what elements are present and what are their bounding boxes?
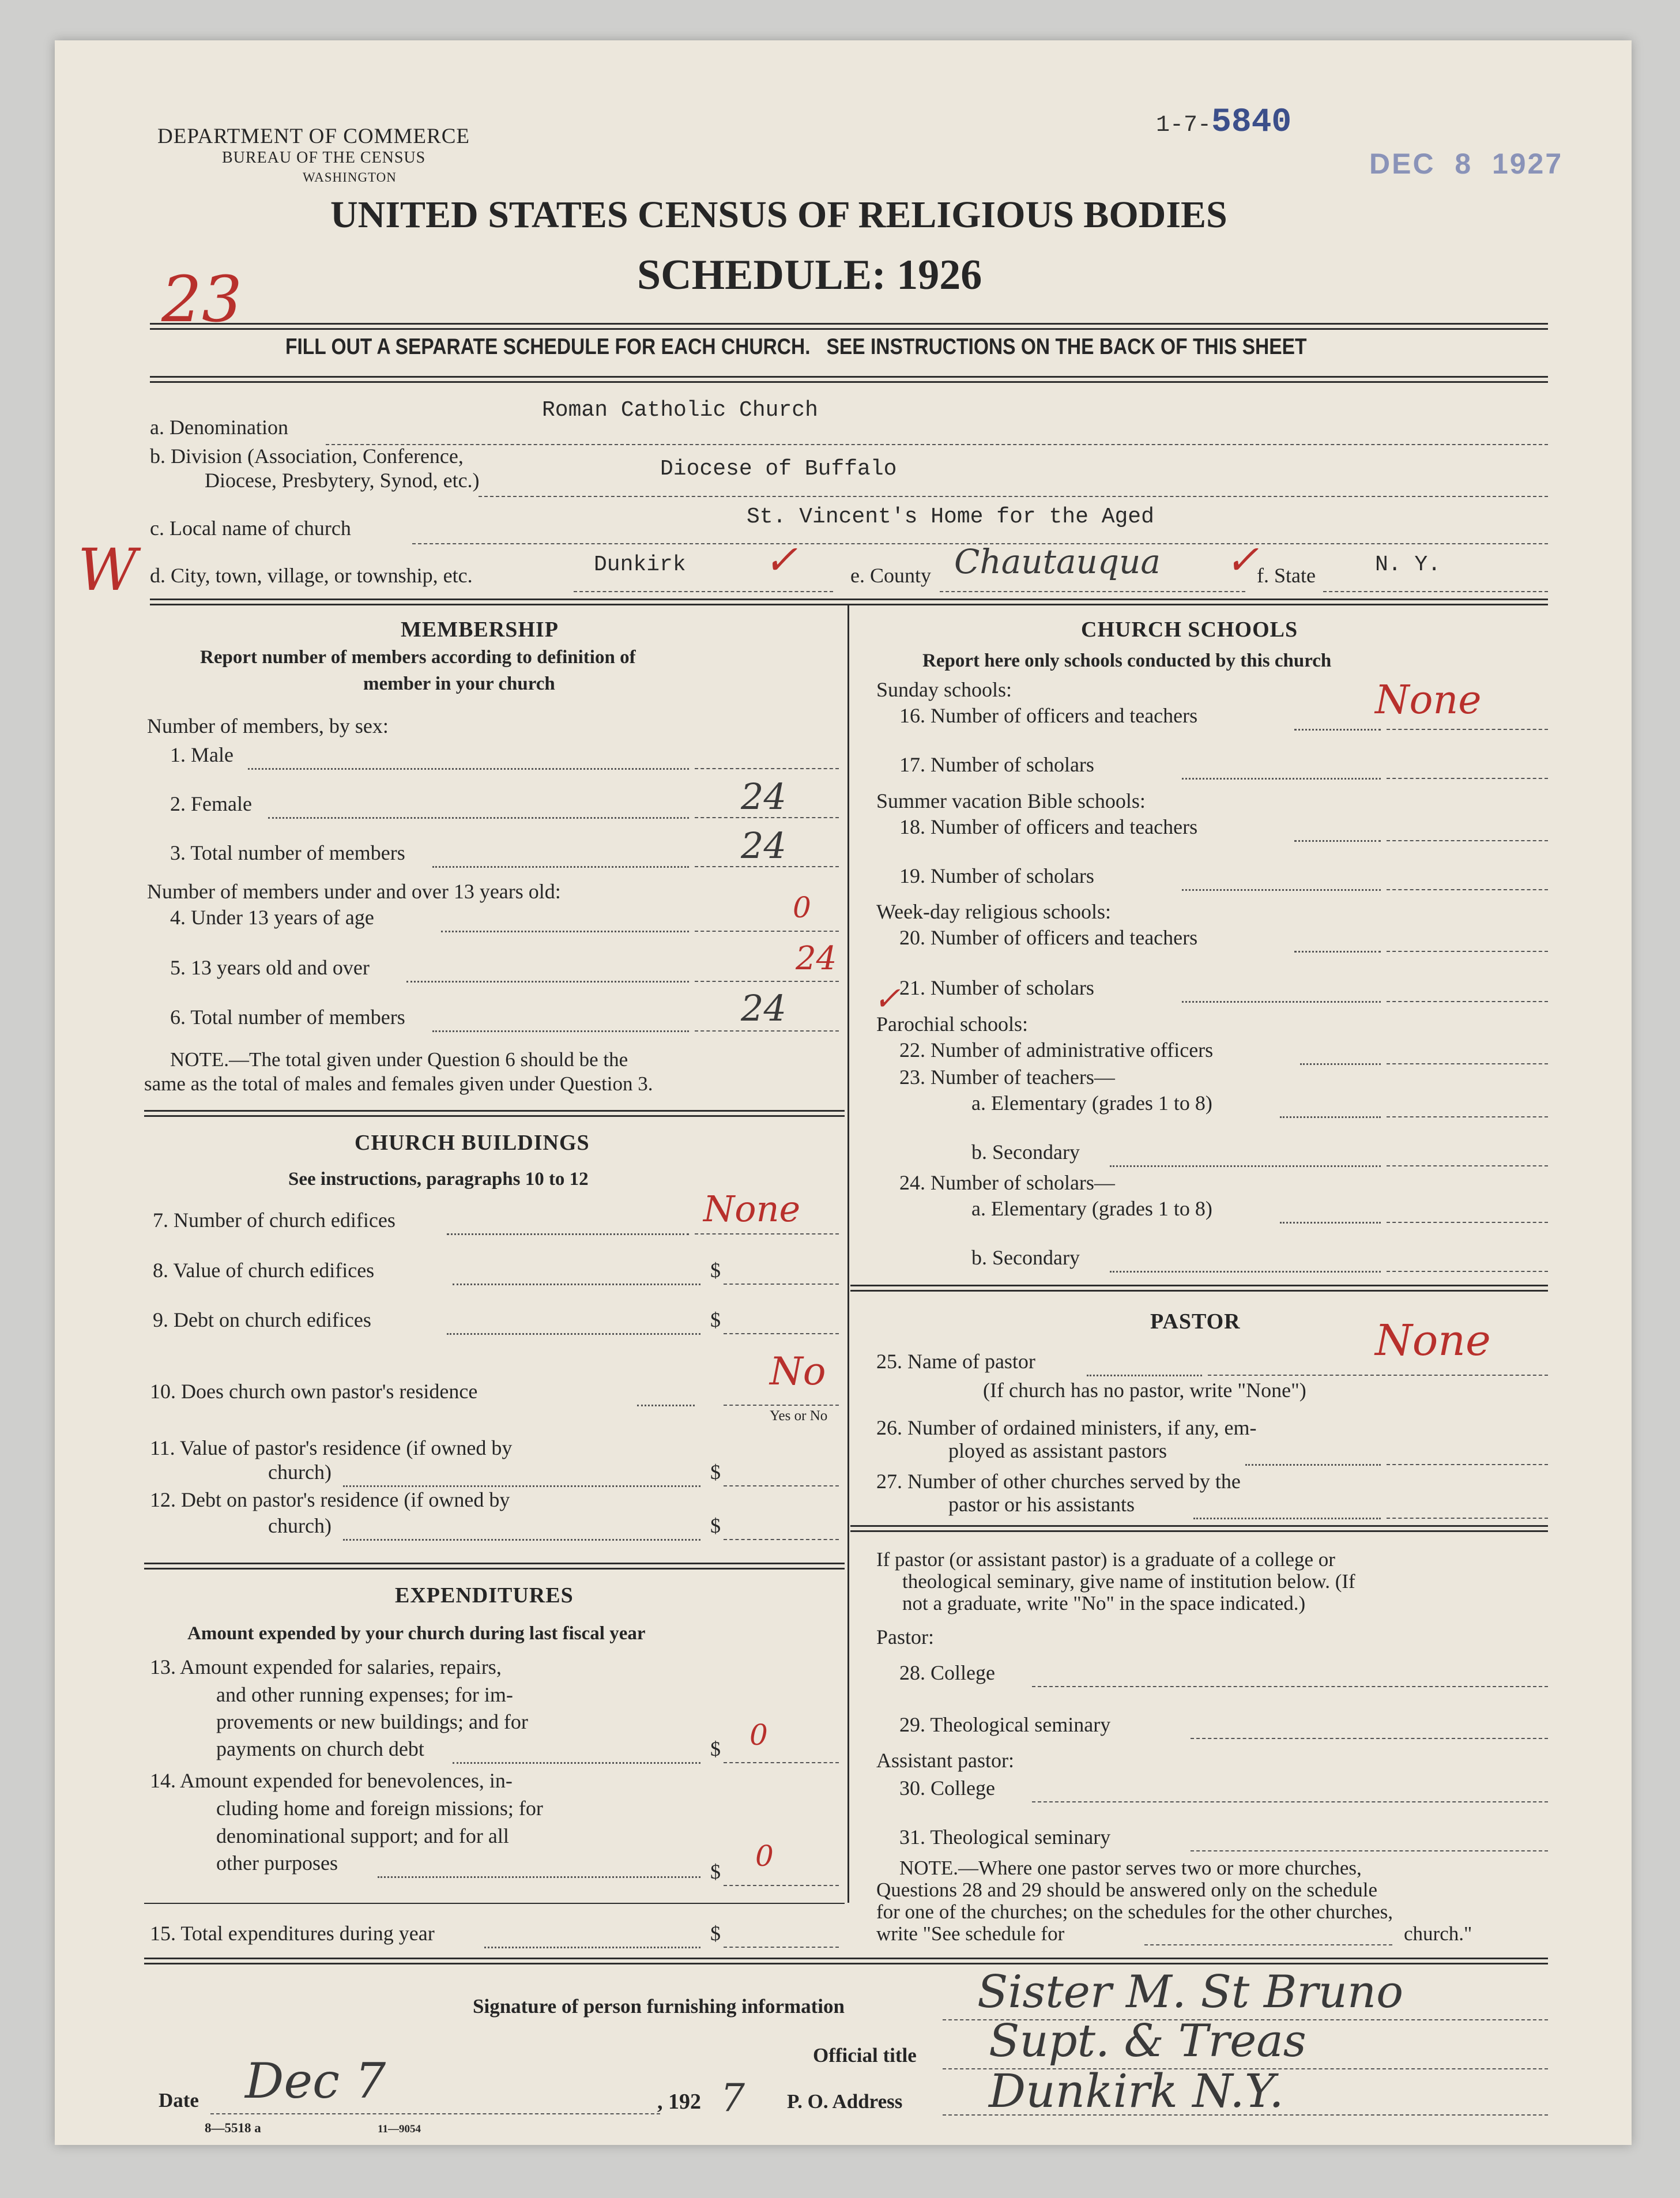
stamp-number	[1156, 104, 1291, 141]
label-q1: 1. Male	[170, 743, 233, 766]
yes-no-caption: Yes or No	[770, 1408, 828, 1424]
value-county[interactable]: Chautauqua	[954, 542, 1161, 581]
answer-line-q12	[724, 1539, 839, 1540]
buildings-sub: See instructions, paragraphs 10 to 12	[288, 1169, 589, 1190]
label-q14-4: other purposes	[216, 1851, 338, 1875]
label-q27-1: 27. Number of other churches served by the	[876, 1470, 1241, 1493]
answer-line-q27	[1387, 1518, 1548, 1519]
dollar-q9: $	[710, 1308, 721, 1331]
dots-q21	[1182, 1001, 1381, 1003]
label-q15: 15. Total expenditures during year	[150, 1922, 435, 1945]
value-q3[interactable]: 24	[741, 825, 786, 867]
dots-q1	[248, 768, 689, 770]
value-signature[interactable]: Sister M. St Bruno	[977, 1966, 1404, 2018]
dots-q12	[343, 1539, 700, 1541]
answer-line-q20	[1387, 951, 1548, 952]
answer-line-q30	[1032, 1801, 1548, 1802]
label-q30: 30. College	[899, 1777, 995, 1800]
bureau-name: BUREAU OF THE CENSUS	[222, 149, 426, 167]
label-q18: 18. Number of officers and teachers	[899, 815, 1198, 838]
label-q4: 4. Under 13 years of age	[170, 906, 374, 929]
rule-above-pastor	[850, 1285, 1548, 1292]
rule-above-q15	[144, 1903, 845, 1904]
label-q20: 20. Number of officers and teachers	[899, 926, 1198, 949]
label-q23a: a. Elementary (grades 1 to 8)	[971, 1092, 1212, 1115]
dots-q15	[484, 1947, 700, 1948]
answer-line-q4	[695, 931, 839, 932]
form-title: UNITED STATES CENSUS OF RELIGIOUS BODIES	[330, 194, 1227, 236]
dots-q10	[637, 1405, 695, 1406]
value-q10[interactable]: No	[770, 1349, 826, 1394]
label-q24: 24. Number of scholars—	[899, 1171, 1115, 1194]
dollar-q12: $	[710, 1514, 721, 1537]
label-q8: 8. Value of church edifices	[153, 1259, 375, 1282]
label-q17: 17. Number of scholars	[899, 753, 1094, 776]
label-q2: 2. Female	[170, 792, 252, 815]
print-number: 11—9054	[378, 2123, 421, 2135]
label-local-name: c. Local name of church	[150, 517, 351, 540]
dollar-q8: $	[710, 1259, 721, 1282]
value-q16[interactable]: None	[1375, 678, 1482, 723]
label-q13-2: and other running expenses; for im-	[216, 1683, 513, 1706]
value-division[interactable]: Diocese of Buffalo	[660, 457, 897, 481]
dots-q25	[1087, 1375, 1202, 1376]
value-denomination[interactable]: Roman Catholic Church	[542, 398, 818, 423]
value-q13[interactable]: 0	[749, 1718, 768, 1752]
bureau-city: WASHINGTON	[303, 170, 397, 185]
label-q27-2: pastor or his assistants	[948, 1493, 1135, 1516]
label-q11-2: church)	[268, 1461, 332, 1484]
pastor-none-note: (If church has no pastor, write "None")	[983, 1379, 1306, 1402]
dots-q6	[432, 1030, 689, 1032]
label-q14-3: denominational support; and for all	[216, 1824, 509, 1847]
received-date-stamp: DEC 8 1927	[1369, 148, 1564, 180]
dots-q17	[1182, 778, 1381, 780]
label-q24b: b. Secondary	[971, 1246, 1080, 1269]
heading-pastor: PASTOR	[1150, 1309, 1241, 1334]
label-q11-1: 11. Value of pastor's residence (if owned by	[150, 1436, 513, 1459]
label-q10: 10. Does church own pastor's residence	[150, 1380, 478, 1403]
rule-above-graduate	[850, 1525, 1548, 1532]
rule-above-columns	[150, 599, 1548, 605]
dots-q14	[378, 1876, 700, 1878]
answer-line-q22	[1387, 1063, 1548, 1064]
value-official-title[interactable]: Supt. & Treas	[989, 2015, 1306, 2067]
label-date: Date	[159, 2089, 199, 2112]
label-q12-2: church)	[268, 1514, 332, 1537]
value-q2[interactable]: 24	[741, 776, 786, 818]
schools-sub: Report here only schools conducted by this church	[922, 650, 1332, 671]
heading-membership: MEMBERSHIP	[401, 618, 559, 642]
answer-line-q18	[1387, 840, 1548, 841]
answer-line-q11	[724, 1485, 839, 1486]
answer-line-q14	[724, 1885, 839, 1886]
label-q21: 21. Number of scholars	[899, 976, 1094, 999]
dots-q8	[453, 1284, 700, 1285]
membership-note-2: same as the total of males and females given under Question 3.	[144, 1072, 653, 1095]
dots-q19	[1182, 889, 1381, 891]
label-po-address: P. O. Address	[787, 2090, 903, 2113]
label-q7: 7. Number of church edifices	[153, 1209, 395, 1232]
pastor-note-3: for one of the churches; on the schedules for the other churches,	[876, 1900, 1393, 1923]
value-q25[interactable]: None	[1375, 1316, 1491, 1365]
stamp-digits: 5840	[1211, 104, 1292, 141]
line-denomination	[326, 444, 1548, 445]
answer-line-q31	[1191, 1850, 1548, 1851]
label-q9: 9. Debt on church edifices	[153, 1308, 371, 1331]
dots-q7	[447, 1233, 689, 1235]
label-q13-1: 13. Amount expended for salaries, repairs,	[150, 1655, 502, 1678]
answer-line-q6	[695, 1030, 839, 1032]
label-city: d. City, town, village, or township, etc.	[150, 564, 473, 587]
answer-line-q1	[695, 768, 839, 769]
rule-above-signature	[144, 1958, 1548, 1964]
heading-church-buildings: CHURCH BUILDINGS	[355, 1131, 590, 1155]
rule-above-buildings	[144, 1110, 845, 1117]
dollar-q11: $	[710, 1461, 721, 1484]
rule-under-instruction	[150, 376, 1548, 383]
answer-line-q9	[724, 1333, 839, 1334]
answer-line-q7	[695, 1233, 839, 1235]
graduate-instruction-3: not a graduate, write "No" in the space indicated.)	[902, 1592, 1306, 1614]
answer-line-q23b	[1387, 1165, 1548, 1166]
census-schedule-sheet	[55, 40, 1632, 2145]
dots-q26	[1245, 1464, 1381, 1466]
label-sunday-schools: Sunday schools:	[876, 678, 1012, 701]
label-official-title: Official title	[813, 2044, 917, 2067]
value-q7[interactable]: None	[703, 1188, 801, 1230]
answer-line-q19	[1387, 889, 1548, 890]
label-q28: 28. College	[899, 1661, 995, 1684]
dots-q5	[406, 981, 689, 983]
label-denomination: a. Denomination	[150, 416, 288, 439]
dots-q23a	[1280, 1116, 1381, 1118]
label-q22: 22. Number of administrative officers	[899, 1038, 1214, 1062]
label-parochial-schools: Parochial schools:	[876, 1013, 1028, 1036]
heading-church-schools: CHURCH SCHOOLS	[1081, 618, 1298, 642]
graduate-instruction-1: If pastor (or assistant pastor) is a graduate of a college or	[876, 1548, 1335, 1571]
answer-line-q28	[1032, 1686, 1548, 1687]
total-checkmark-icon: ✓	[873, 980, 901, 1018]
line-division	[479, 496, 1548, 497]
dept-name: DEPARTMENT OF COMMERCE	[157, 125, 470, 148]
label-pastor: Pastor:	[876, 1625, 935, 1648]
answer-line-q10	[724, 1405, 839, 1406]
label-q23: 23. Number of teachers—	[899, 1066, 1115, 1089]
expenditures-sub: Amount expended by your church during last fiscal year	[187, 1623, 646, 1644]
answer-line-q5	[695, 981, 839, 982]
label-q3: 3. Total number of members	[170, 841, 405, 864]
label-state: f. State	[1257, 564, 1316, 587]
dollar-q13: $	[710, 1737, 721, 1760]
label-summer-schools: Summer vacation Bible schools:	[876, 789, 1146, 812]
dollar-q15: $	[710, 1922, 721, 1945]
label-assistant-pastor: Assistant pastor:	[876, 1749, 1014, 1772]
answer-line-q21	[1387, 1001, 1548, 1002]
dots-q11	[343, 1485, 700, 1487]
membership-sub-2: member in your church	[363, 673, 555, 694]
red-margin-number: 23	[161, 262, 242, 336]
answer-line-q8	[724, 1284, 839, 1285]
value-q14[interactable]: 0	[755, 1839, 774, 1873]
label-q29: 29. Theological seminary	[899, 1713, 1111, 1736]
dots-q22	[1300, 1063, 1381, 1065]
dots-q13	[453, 1762, 700, 1764]
label-weekday-schools: Week-day religious schools:	[876, 900, 1112, 923]
answer-line-q26	[1387, 1464, 1548, 1465]
label-members-by-sex: Number of members, by sex:	[147, 714, 389, 737]
label-age-head: Number of members under and over 13 years old:	[147, 880, 561, 903]
answer-line-q16	[1387, 729, 1548, 730]
label-q5: 5. 13 years old and over	[170, 956, 370, 979]
label-q23b: b. Secondary	[971, 1141, 1080, 1164]
form-subtitle: SCHEDULE: 1926	[637, 251, 982, 299]
heading-expenditures: EXPENDITURES	[395, 1583, 574, 1608]
dots-q4	[441, 931, 689, 932]
column-divider	[847, 605, 849, 1903]
dots-q16	[1294, 729, 1381, 731]
label-q13-4: payments on church debt	[216, 1737, 424, 1760]
pastor-note-4b: church."	[1404, 1922, 1472, 1945]
label-q31: 31. Theological seminary	[899, 1826, 1111, 1849]
label-q26-2: ployed as assistant pastors	[948, 1439, 1167, 1462]
red-margin-checkmark: W	[78, 536, 137, 604]
label-q16: 16. Number of officers and teachers	[899, 704, 1198, 727]
value-q6[interactable]: 24	[741, 987, 786, 1029]
dots-q3	[432, 866, 689, 868]
line-city	[574, 591, 833, 592]
answer-line-q15	[724, 1947, 839, 1948]
answer-line-q29	[1191, 1738, 1548, 1739]
value-date[interactable]: Dec 7	[245, 2053, 386, 2109]
dots-q18	[1294, 840, 1381, 842]
label-q14-2: cluding home and foreign missions; for	[216, 1797, 543, 1820]
pastor-note-4a: write "See schedule for	[876, 1922, 1065, 1945]
label-division-2: Diocese, Presbytery, Synod, etc.)	[205, 469, 480, 492]
separate-schedule-instruction: FILL OUT A SEPARATE SCHEDULE FOR EACH CHURCH. SEE INSTRUCTIONS ON THE BACK OF THIS SHEET	[285, 334, 1307, 359]
dots-q27	[1193, 1518, 1381, 1519]
answer-line-q13	[724, 1762, 839, 1763]
year-suffix[interactable]: 7	[721, 2076, 745, 2120]
line-county	[940, 591, 1245, 592]
dots-q24b	[1110, 1271, 1381, 1273]
date-line	[210, 2113, 660, 2114]
answer-line-q17	[1387, 778, 1548, 779]
value-q4[interactable]: 0	[793, 891, 811, 924]
label-q6: 6. Total number of members	[170, 1006, 405, 1029]
membership-note-1: NOTE.—The total given under Question 6 should be the	[170, 1048, 628, 1071]
line-state	[1323, 591, 1548, 592]
label-division-1: b. Division (Association, Conference,	[150, 445, 464, 468]
dots-q20	[1294, 951, 1381, 953]
value-city[interactable]: Dunkirk	[594, 552, 686, 577]
value-q5[interactable]: 24	[796, 940, 837, 977]
label-q12-1: 12. Debt on pastor's residence (if owned by	[150, 1488, 510, 1511]
dollar-q14: $	[710, 1860, 721, 1883]
label-q13-3: provements or new buildings; and for	[216, 1710, 528, 1733]
value-state[interactable]: N. Y.	[1375, 552, 1441, 577]
rule-above-expenditures	[144, 1563, 845, 1570]
membership-sub-1: Report number of members according to definition of	[200, 647, 636, 668]
answer-line-q25	[1208, 1375, 1548, 1376]
value-local-name[interactable]: St. Vincent's Home for the Aged	[747, 505, 1154, 529]
label-q26-1: 26. Number of ordained ministers, if any, em-	[876, 1416, 1257, 1439]
label-q14-1: 14. Amount expended for benevolences, in-	[150, 1769, 513, 1792]
label-q25: 25. Name of pastor	[876, 1350, 1035, 1373]
county-checkmark-icon: ✓	[1225, 536, 1259, 584]
city-checkmark-icon: ✓	[764, 536, 798, 584]
answer-line-q24a	[1387, 1222, 1548, 1223]
label-q19: 19. Number of scholars	[899, 864, 1094, 887]
dots-q24a	[1280, 1222, 1381, 1224]
form-number: 8—5518 a	[205, 2121, 261, 2135]
dots-q2	[268, 817, 689, 819]
stamp-prefix: 1-7-	[1156, 112, 1212, 138]
value-po-address[interactable]: Dunkirk N.Y.	[989, 2064, 1284, 2118]
year-prefix: , 192	[657, 2090, 701, 2114]
dots-q23b	[1110, 1165, 1381, 1167]
graduate-instruction-2: theological seminary, give name of institution below. (If	[902, 1570, 1355, 1593]
answer-line-see-schedule	[1144, 1944, 1392, 1945]
label-signature: Signature of person furnishing information	[473, 1995, 845, 2018]
answer-line-q23a	[1387, 1116, 1548, 1117]
answer-line-q24b	[1387, 1271, 1548, 1272]
pastor-note-2: Questions 28 and 29 should be answered only on the schedule	[876, 1879, 1378, 1901]
dots-q9	[447, 1333, 700, 1335]
label-county: e. County	[850, 564, 931, 587]
pastor-note-1: NOTE.—Where one pastor serves two or more churches,	[899, 1857, 1362, 1879]
label-q24a: a. Elementary (grades 1 to 8)	[971, 1197, 1212, 1220]
rule-top	[150, 323, 1548, 330]
